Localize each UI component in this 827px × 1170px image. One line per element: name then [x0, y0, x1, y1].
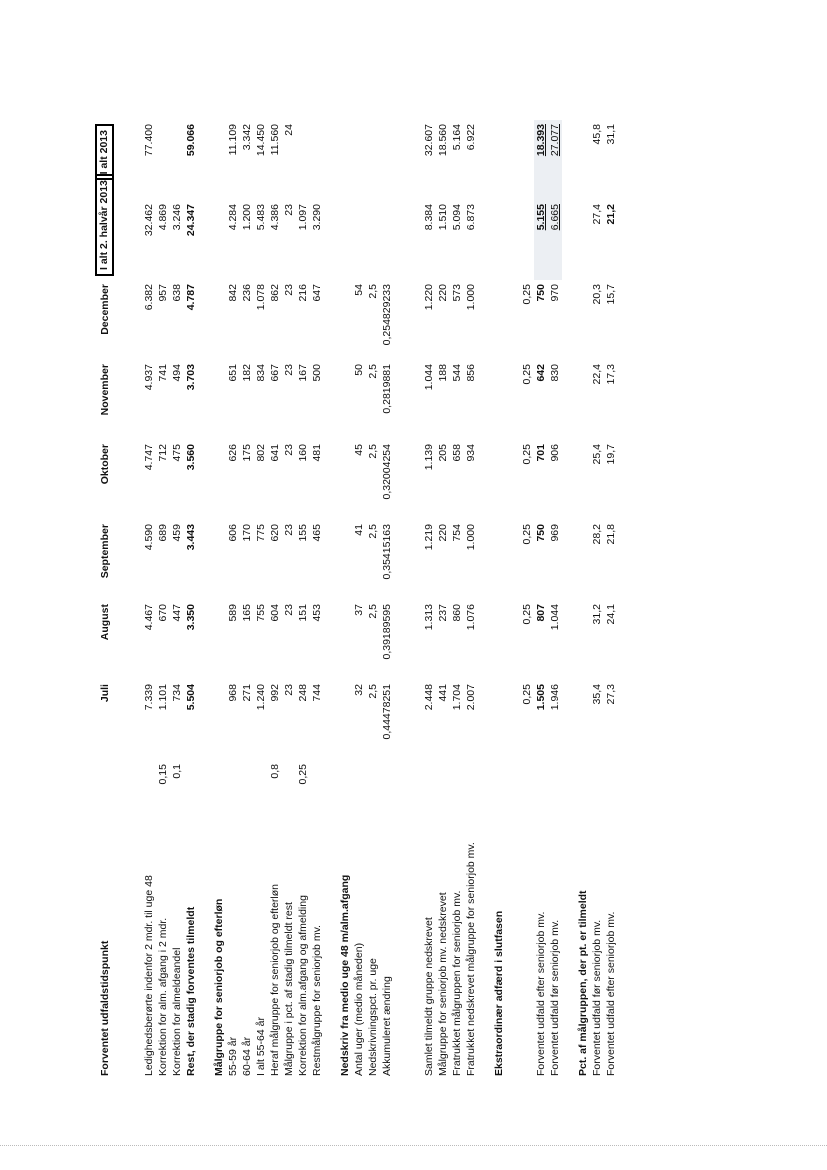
value-cell: 21,8	[605, 524, 617, 545]
row-label: Ledighedsberørte indenfor 2 mdr. til uge 48	[143, 875, 155, 1076]
value-cell: 27,3	[605, 684, 617, 705]
value-cell: 701	[535, 444, 547, 462]
section-heading-row	[576, 120, 590, 1080]
value-cell: 3.246	[171, 204, 183, 231]
value-cell: 59.066	[185, 124, 197, 157]
value-cell: 175	[241, 444, 253, 462]
value-cell: 4.590	[143, 524, 155, 551]
value-cell: 647	[311, 284, 323, 302]
row-factor	[282, 760, 296, 799]
value-cell: 494	[171, 364, 183, 382]
value-cell: 0,25	[521, 604, 533, 625]
row-label: Samlet tilmeldt gruppe nedskrevet	[423, 917, 435, 1076]
value-cell: 182	[241, 364, 253, 382]
value-cell: 0,25	[521, 444, 533, 465]
value-cell	[366, 200, 380, 280]
value-cell: 606	[227, 524, 239, 542]
value-cell: 1.044	[549, 604, 561, 631]
value-cell: 441	[437, 684, 449, 702]
value-cell: 6.665	[548, 200, 562, 280]
value-cell: 862	[269, 284, 281, 302]
month-header: September	[98, 524, 111, 579]
value-cell: 23	[283, 284, 295, 296]
value-cell: 24	[283, 124, 295, 136]
row-factor	[380, 760, 394, 799]
row-factor: 0,15	[157, 764, 169, 785]
row-label: Målgruppe i pct. af stadig tilmeldt rest	[283, 902, 295, 1076]
value-cell: 160	[297, 444, 309, 462]
value-cell: 27.077	[548, 120, 562, 200]
table-row	[310, 120, 324, 1080]
table-row	[366, 120, 380, 1080]
row-factor	[604, 760, 618, 799]
value-cell: 860	[451, 604, 463, 622]
table-row	[240, 120, 254, 1080]
value-cell: 248	[297, 684, 309, 702]
value-cell: 19,7	[605, 444, 617, 465]
value-cell: 23	[283, 684, 295, 696]
table-row	[422, 120, 436, 1080]
value-cell: 237	[437, 604, 449, 622]
value-cell: 20,3	[591, 284, 603, 305]
spacer-row	[478, 120, 492, 1080]
value-cell	[170, 120, 184, 200]
value-cell: 1.219	[423, 524, 435, 551]
value-cell: 17,3	[605, 364, 617, 385]
value-cell: 969	[549, 524, 561, 542]
value-cell: 968	[227, 684, 239, 702]
row-label: 60-64 år	[241, 1036, 253, 1076]
row-factor	[240, 760, 254, 799]
section-heading: Målgruppe for seniorjob og efterløn	[213, 898, 225, 1076]
month-header: Juli	[98, 684, 111, 703]
row-label: Forventet udfald efter seniorjob mv.	[605, 911, 617, 1076]
value-cell: 3.560	[185, 444, 197, 471]
value-cell: 3.350	[185, 604, 197, 631]
table-row	[226, 120, 240, 1080]
value-cell: 3.703	[185, 364, 197, 391]
table-row	[184, 120, 198, 1080]
value-cell: 0,25	[521, 524, 533, 545]
value-cell: 1.505	[535, 684, 547, 711]
value-cell: 1.076	[465, 604, 477, 631]
table-row	[548, 120, 562, 1080]
value-cell: 151	[297, 604, 309, 622]
value-cell: 856	[465, 364, 477, 382]
row-label: Fratrukket målgruppen for seniorjob mv.	[451, 890, 463, 1076]
value-cell: 500	[311, 364, 323, 382]
value-cell: 5.483	[255, 204, 267, 231]
value-cell: 0,44478251	[381, 684, 393, 740]
value-cell: 1.510	[437, 204, 449, 231]
table-row	[142, 120, 156, 1080]
value-cell: 236	[241, 284, 253, 302]
section-heading: Pct. af målgruppen, der pt. er tilmeldt	[577, 890, 589, 1076]
spacer-cell	[478, 120, 492, 1080]
value-cell: 5.164	[451, 124, 463, 151]
value-cell: 23	[283, 444, 295, 456]
value-cell: 2,5	[367, 444, 379, 459]
month-header: December	[98, 284, 111, 335]
value-cell: 220	[437, 284, 449, 302]
value-cell: 992	[269, 684, 281, 702]
spacer-cell	[506, 120, 520, 1080]
value-cell: 35,4	[591, 684, 603, 705]
value-cell: 626	[227, 444, 239, 462]
value-cell: 165	[241, 604, 253, 622]
section-heading-row	[338, 120, 352, 1080]
value-cell: 1.078	[255, 284, 267, 311]
value-cell: 45,8	[591, 124, 603, 145]
value-cell: 651	[227, 364, 239, 382]
value-cell: 604	[269, 604, 281, 622]
value-cell: 689	[157, 524, 169, 542]
value-cell: 754	[451, 524, 463, 542]
value-cell: 4.787	[185, 284, 197, 311]
row-label: Restmålgruppe for seniorjob mv.	[311, 925, 323, 1076]
value-cell: 0,35415163	[381, 524, 393, 580]
value-cell: 24.347	[185, 204, 197, 237]
value-cell: 957	[157, 284, 169, 302]
value-cell	[352, 120, 366, 200]
row-factor: 0,1	[171, 764, 183, 779]
table-row	[282, 120, 296, 1080]
value-cell: 807	[535, 604, 547, 622]
table-row	[520, 120, 534, 1080]
value-cell: 4.869	[157, 204, 169, 231]
value-cell: 0,254829233	[381, 284, 393, 346]
value-cell: 934	[465, 444, 477, 462]
value-cell: 447	[171, 604, 183, 622]
value-cell	[380, 200, 394, 280]
value-cell: 4.284	[227, 204, 239, 231]
row-label: Korrektion for almeldeandel	[171, 947, 183, 1076]
value-cell: 1.044	[423, 364, 435, 391]
value-cell: 1.200	[241, 204, 253, 231]
value-cell: 7.339	[143, 684, 155, 711]
value-cell: 970	[549, 284, 561, 302]
value-cell: 544	[451, 364, 463, 382]
forecast-table	[95, 120, 618, 1080]
value-cell: 573	[451, 284, 463, 302]
spacer-row	[324, 120, 338, 1080]
value-cell: 834	[255, 364, 267, 382]
row-factor	[450, 760, 464, 799]
value-cell	[352, 200, 366, 280]
value-cell: 15,7	[605, 284, 617, 305]
value-cell: 14.450	[255, 124, 267, 157]
value-cell: 3.290	[311, 204, 323, 231]
value-cell: 2,5	[367, 524, 379, 539]
value-cell: 2,5	[367, 604, 379, 619]
value-cell: 3.443	[185, 524, 197, 551]
value-cell: 3.342	[241, 124, 253, 151]
value-cell: 28,2	[591, 524, 603, 545]
value-cell: 24,1	[605, 604, 617, 625]
value-cell: 41	[353, 524, 365, 536]
spacer-row	[128, 120, 142, 1080]
value-cell: 2.007	[465, 684, 477, 711]
row-label: Korrektion for alm.afgang og afmelding	[297, 895, 309, 1076]
value-cell: 0,2819881	[381, 364, 393, 414]
row-factor	[310, 760, 324, 799]
spacer-cell	[562, 120, 576, 1080]
spacer-row	[394, 120, 408, 1080]
row-label: Antal uger (medio måneden)	[353, 942, 365, 1076]
header-row	[95, 120, 114, 1080]
value-cell: 1.704	[451, 684, 463, 711]
value-cell: 5.155	[534, 200, 548, 280]
row-label: Akkumuleret ændring	[381, 976, 393, 1076]
value-cell: 23	[283, 604, 295, 616]
rotated-spreadsheet-page	[95, 120, 735, 1080]
row-factor	[184, 760, 198, 799]
value-cell: 1.097	[297, 204, 309, 231]
value-cell: 23	[283, 364, 295, 376]
row-factor: 0,8	[269, 764, 281, 779]
value-cell: 0,25	[521, 284, 533, 305]
value-cell	[156, 120, 170, 200]
value-cell: 8.384	[423, 204, 435, 231]
value-cell: 750	[535, 284, 547, 302]
table-body	[114, 120, 618, 1080]
table-row	[604, 120, 618, 1080]
value-cell: 50	[353, 364, 365, 376]
value-cell: 0,25	[521, 364, 533, 385]
value-cell: 271	[241, 684, 253, 702]
value-cell: 2.448	[423, 684, 435, 711]
spacer-cell	[198, 120, 212, 1080]
value-cell: 170	[241, 524, 253, 542]
total-half-year-header: I alt 2. halvår 2013	[95, 200, 114, 280]
section-heading: Ekstraordinær adfærd i slutfasen	[493, 910, 505, 1076]
table-row	[296, 120, 310, 1080]
value-cell: 11.109	[227, 124, 239, 156]
section-heading-row	[212, 120, 226, 1080]
spacer-cell	[394, 120, 408, 1080]
table-row	[352, 120, 366, 1080]
value-cell: 670	[157, 604, 169, 622]
value-cell: 744	[311, 684, 323, 702]
row-label: Forventet udfald efter seniorjob mv.	[535, 911, 547, 1076]
spacer-cell	[114, 120, 128, 1080]
value-cell: 2,5	[367, 684, 379, 699]
value-cell: 37	[353, 604, 365, 616]
value-cell: 1.220	[423, 284, 435, 311]
row-label: Heraf målgruppe for seniorjob og efterløn	[269, 883, 281, 1076]
row-label: Korrektion for alm. afgang i 2 mdr.	[157, 917, 169, 1076]
row-label	[520, 799, 534, 1080]
value-cell: 188	[437, 364, 449, 382]
value-cell: 32.462	[143, 204, 155, 237]
value-cell: 830	[549, 364, 561, 382]
value-cell: 4.937	[143, 364, 155, 391]
month-header: August	[98, 604, 111, 641]
row-label: Fratrukket nedskrevet målgruppe for seniorjob mv.	[465, 842, 477, 1076]
value-cell: 620	[269, 524, 281, 542]
table-row	[254, 120, 268, 1080]
row-factor	[534, 760, 548, 799]
spacer-row	[562, 120, 576, 1080]
value-cell	[310, 120, 324, 200]
value-cell: 6.922	[465, 124, 477, 151]
pct-header	[95, 760, 114, 799]
value-cell: 23	[283, 524, 295, 536]
row-factor	[142, 760, 156, 799]
value-cell: 842	[227, 284, 239, 302]
value-cell: 18.560	[437, 124, 449, 157]
value-cell: 1.101	[157, 684, 169, 711]
value-cell: 475	[171, 444, 183, 462]
row-factor	[464, 760, 478, 799]
value-cell: 22,4	[591, 364, 603, 385]
row-label: Rest, der stadig forventes tilmeldt	[185, 906, 197, 1076]
value-cell: 31,1	[605, 124, 617, 145]
value-cell: 658	[451, 444, 463, 462]
row-factor	[254, 760, 268, 799]
value-cell: 1.240	[255, 684, 267, 711]
table-row	[590, 120, 604, 1080]
table-row	[170, 120, 184, 1080]
value-cell: 453	[311, 604, 323, 622]
value-cell: 77.400	[143, 124, 155, 157]
value-cell: 6.382	[143, 284, 155, 311]
value-cell: 155	[297, 524, 309, 542]
value-cell: 741	[157, 364, 169, 382]
value-cell: 32	[353, 684, 365, 696]
row-factor	[366, 760, 380, 799]
value-cell: 6.873	[465, 204, 477, 231]
value-cell: 0,39189595	[381, 604, 393, 660]
row-factor	[590, 760, 604, 799]
value-cell: 167	[297, 364, 309, 382]
row-label: Målgruppe for seniorjob mv. nedskrevet	[437, 892, 449, 1076]
spacer-row	[114, 120, 128, 1080]
table-row	[156, 120, 170, 1080]
table-row	[464, 120, 478, 1080]
section-heading-row	[492, 120, 506, 1080]
page-bottom-dotted-line	[0, 1145, 827, 1146]
row-label: Nedskrivningspct. pr. uge	[367, 958, 379, 1076]
value-cell: 21,2	[605, 204, 617, 225]
value-cell: 31,2	[591, 604, 603, 625]
value-cell: 11.560	[269, 124, 281, 156]
value-cell: 23	[283, 204, 295, 216]
value-cell: 750	[535, 524, 547, 542]
month-header: November	[98, 364, 111, 416]
value-cell: 1.313	[423, 604, 435, 631]
spacer-row	[506, 120, 520, 1080]
value-cell: 25,4	[591, 444, 603, 465]
value-cell: 4.386	[269, 204, 281, 231]
value-cell: 18.393	[534, 120, 548, 200]
row-label: Forventet udfald før seniorjob mv.	[549, 919, 561, 1076]
value-cell: 775	[255, 524, 267, 542]
row-factor	[548, 760, 562, 799]
row-factor	[226, 760, 240, 799]
row-label: 55-59 år	[227, 1036, 239, 1076]
table-row	[268, 120, 282, 1080]
value-cell: 5.094	[451, 204, 463, 231]
section-heading: Nedskriv fra medio uge 48 m/alm.afgang	[339, 874, 351, 1076]
value-cell: 641	[269, 444, 281, 462]
row-factor	[520, 760, 534, 799]
value-cell: 712	[157, 444, 169, 462]
value-cell: 2,5	[367, 364, 379, 379]
value-cell: 1.000	[465, 284, 477, 311]
spacer-cell	[128, 120, 142, 1080]
value-cell: 755	[255, 604, 267, 622]
row-factor	[352, 760, 366, 799]
value-cell: 220	[437, 524, 449, 542]
value-cell: 465	[311, 524, 323, 542]
value-cell: 667	[269, 364, 281, 382]
table-title: Forventet udfaldstidspunkt	[98, 940, 111, 1076]
value-cell: 4.467	[143, 604, 155, 631]
value-cell: 4.747	[143, 444, 155, 471]
row-factor	[422, 760, 436, 799]
value-cell	[520, 120, 534, 200]
table-row	[436, 120, 450, 1080]
value-cell	[380, 120, 394, 200]
value-cell: 734	[171, 684, 183, 702]
value-cell: 1.139	[423, 444, 435, 471]
value-cell	[520, 200, 534, 280]
spacer-row	[198, 120, 212, 1080]
value-cell: 0,32004254	[381, 444, 393, 500]
value-cell: 32.607	[423, 124, 435, 157]
value-cell: 1.000	[465, 524, 477, 551]
total-year-header: I alt 2013	[95, 120, 114, 200]
value-cell	[366, 120, 380, 200]
value-cell: 216	[297, 284, 309, 302]
row-factor: 0,25	[297, 764, 309, 785]
spacer-cell	[324, 120, 338, 1080]
value-cell: 27,4	[591, 204, 603, 225]
value-cell: 638	[171, 284, 183, 302]
table-row	[380, 120, 394, 1080]
value-cell: 1.946	[549, 684, 561, 711]
spacer-row	[408, 120, 422, 1080]
value-cell: 642	[535, 364, 547, 382]
value-cell: 0,25	[521, 684, 533, 705]
value-cell: 906	[549, 444, 561, 462]
value-cell: 481	[311, 444, 323, 462]
value-cell: 205	[437, 444, 449, 462]
value-cell: 589	[227, 604, 239, 622]
table-row	[534, 120, 548, 1080]
value-cell: 2,5	[367, 284, 379, 299]
value-cell: 459	[171, 524, 183, 542]
table-row	[450, 120, 464, 1080]
spacer-cell	[408, 120, 422, 1080]
value-cell: 802	[255, 444, 267, 462]
value-cell	[296, 120, 310, 200]
value-cell: 5.504	[185, 684, 197, 711]
month-header: Oktober	[98, 444, 111, 485]
value-cell: 54	[353, 284, 365, 296]
row-factor	[436, 760, 450, 799]
row-label: I alt 55-64 år	[255, 1017, 267, 1076]
value-cell: 45	[353, 444, 365, 456]
row-label: Forventet udfald før seniorjob mv.	[591, 919, 603, 1076]
